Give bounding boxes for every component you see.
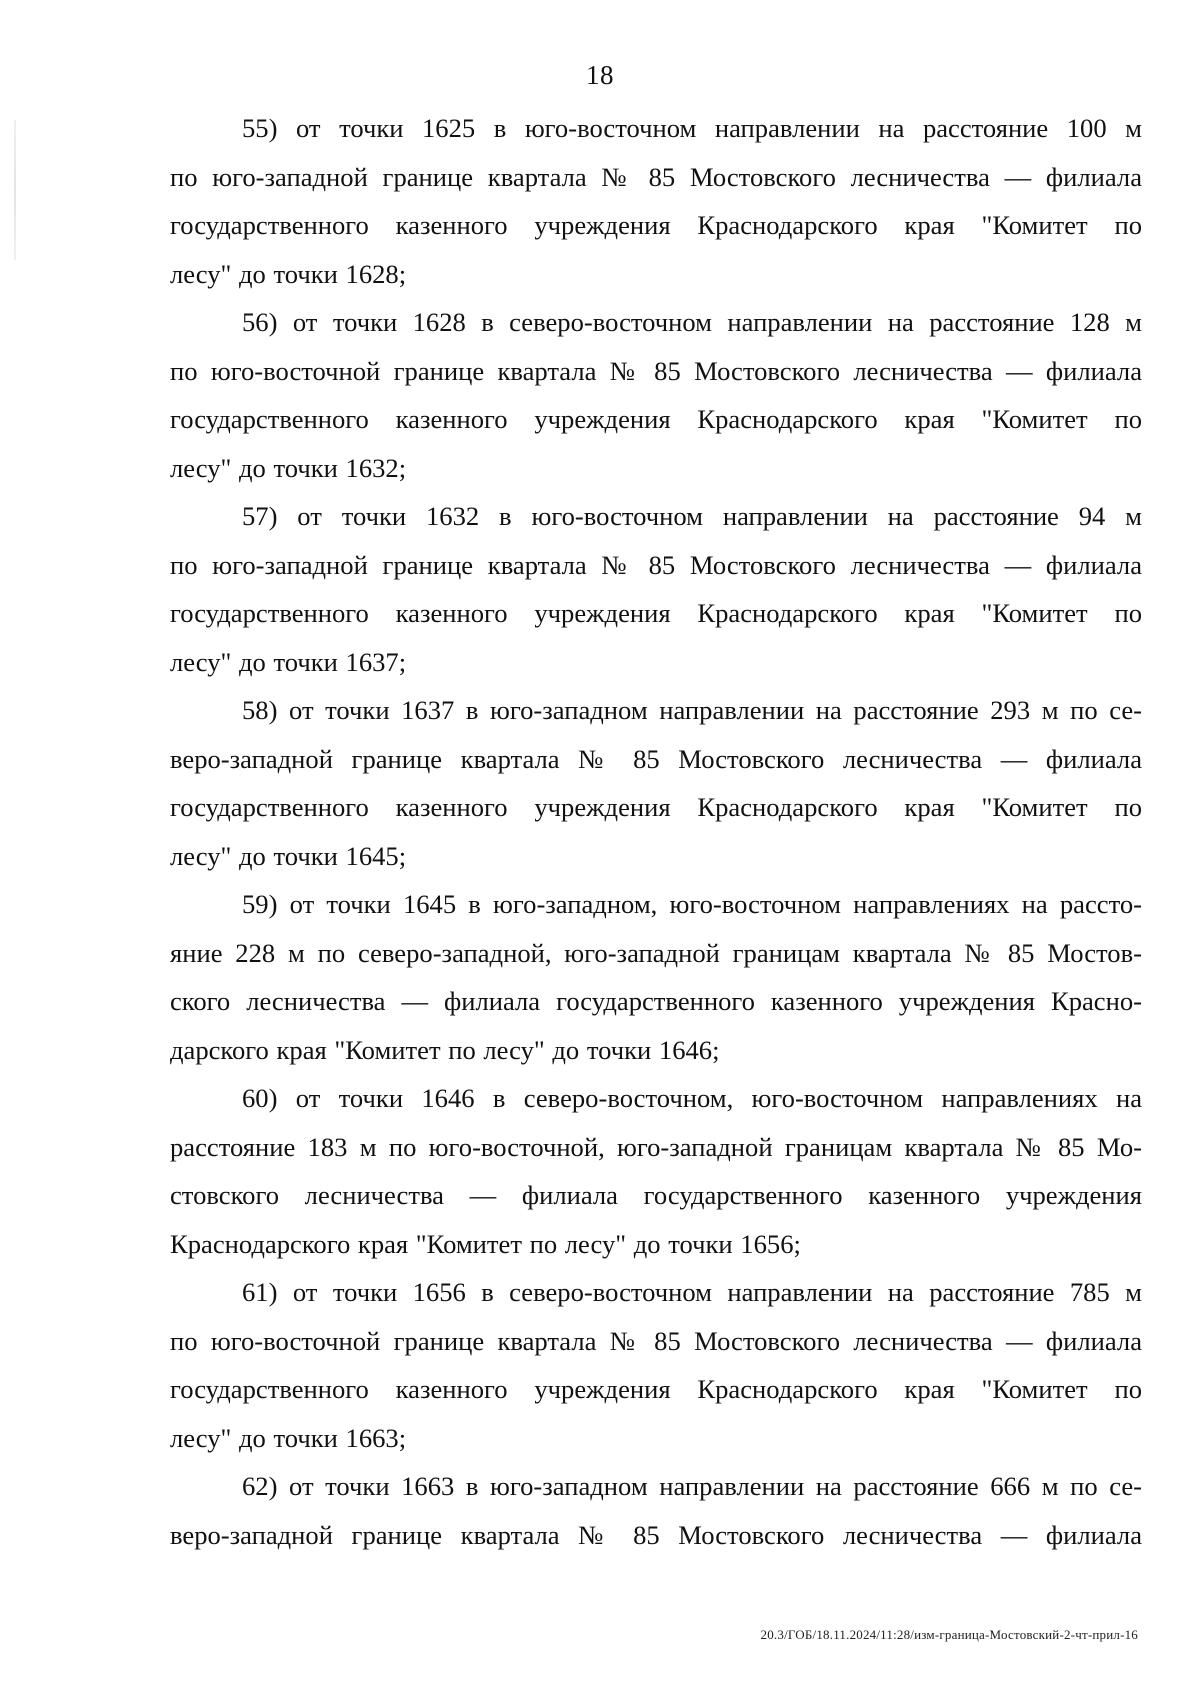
- text-line: 62) от точки 1663 в юго-западном направлении на расстояние 666 м по се-: [242, 1471, 1142, 1501]
- text-line: ского лесничества — филиала государственного казенного учреждения Красно-: [170, 986, 1142, 1016]
- document-body: [170, 104, 1142, 1559]
- paragraph-61: [170, 1268, 1142, 1462]
- text-line: государственного казенного учреждения Краснодарского края "Комитет по: [170, 598, 1142, 628]
- paragraph-60: [170, 1074, 1142, 1268]
- text-line: по юго-западной границе квартала № 85 Мостовского лесничества — филиала: [170, 161, 1142, 192]
- text-line: лесу" до точки 1628;: [170, 258, 407, 289]
- text-line: 55) от точки 1625 в юго-восточном направлении на расстояние 100 м: [242, 113, 1142, 143]
- text-line: лесу" до точки 1645;: [170, 840, 407, 871]
- text-line: лесу" до точки 1637;: [170, 646, 407, 677]
- paragraph-56: [170, 298, 1142, 492]
- text-line: по юго-восточной границе квартала № 85 Мостовского лесничества — филиала: [170, 1325, 1142, 1356]
- text-line: стовского лесничества — филиала государственного казенного учреждения: [170, 1180, 1142, 1210]
- text-line: 56) от точки 1628 в северо-восточном направлении на расстояние 128 м: [242, 307, 1142, 337]
- paragraph-58: [170, 686, 1142, 880]
- text-line: 61) от точки 1656 в северо-восточном направлении на расстояние 785 м: [242, 1277, 1142, 1307]
- text-line: государственного казенного учреждения Краснодарского края "Комитет по: [170, 210, 1142, 240]
- text-line: по юго-западной границе квартала № 85 Мостовского лесничества — филиала: [170, 549, 1142, 580]
- text-line: веро-западной границе квартала № 85 Мостовского лесничества — филиала: [170, 1519, 1142, 1550]
- text-line: лесу" до точки 1632;: [170, 452, 407, 483]
- paragraph-55: [170, 104, 1142, 298]
- text-line: Краснодарского края "Комитет по лесу" до точки 1656;: [170, 1228, 801, 1259]
- text-line: 60) от точки 1646 в северо-восточном, юго-восточном направлениях на: [242, 1083, 1142, 1113]
- text-line: 58) от точки 1637 в юго-западном направлении на расстояние 293 м по се-: [242, 695, 1142, 725]
- paragraph-62: [170, 1462, 1142, 1559]
- text-line: 57) от точки 1632 в юго-восточном направлении на расстояние 94 м: [242, 501, 1142, 531]
- document-footer-stamp: 20.3/ГОБ/18.11.2024/11:28/изм-граница-Мостовский-2-чт-прил-16: [760, 1627, 1138, 1642]
- text-line: государственного казенного учреждения Краснодарского края "Комитет по: [170, 792, 1142, 822]
- paragraph-59: [170, 880, 1142, 1074]
- paragraph-57: [170, 492, 1142, 686]
- text-line: яние 228 м по северо-западной, юго-западной границам квартала № 85 Мостов-: [170, 937, 1142, 968]
- scan-margin-mark: [14, 120, 16, 260]
- text-line: 59) от точки 1645 в юго-западном, юго-восточном направлениях на рассто-: [242, 889, 1142, 919]
- text-line: дарского края "Комитет по лесу" до точки 1646;: [170, 1034, 720, 1065]
- page-number: 18: [586, 60, 614, 90]
- text-line: государственного казенного учреждения Краснодарского края "Комитет по: [170, 1374, 1142, 1404]
- text-line: государственного казенного учреждения Краснодарского края "Комитет по: [170, 404, 1142, 434]
- text-line: по юго-восточной границе квартала № 85 Мостовского лесничества — филиала: [170, 355, 1142, 386]
- text-line: лесу" до точки 1663;: [170, 1422, 407, 1453]
- text-line: веро-западной границе квартала № 85 Мостовского лесничества — филиала: [170, 743, 1142, 774]
- text-line: расстояние 183 м по юго-восточной, юго-западной границам квартала № 85 Мо-: [170, 1131, 1142, 1162]
